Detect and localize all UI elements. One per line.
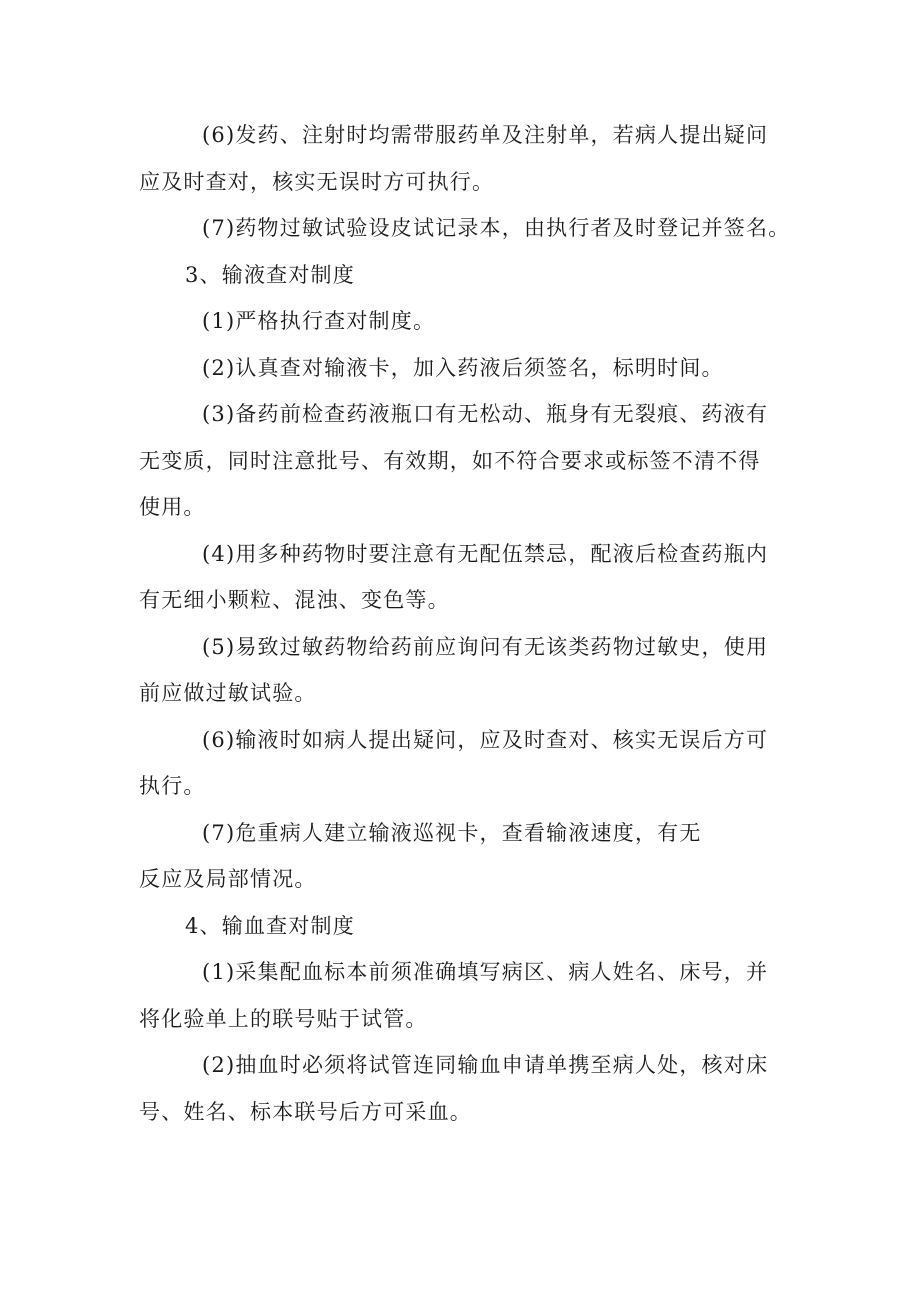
document-body <box>139 112 794 1135</box>
paragraph-allergy-test-record <box>139 205 794 252</box>
heading-text: 4、输血查对制度 <box>185 913 355 938</box>
text-line: (5)易致过敏药物给药前应询问有无该类药物过敏史，使用 <box>202 634 769 659</box>
text-line: (6)发药、注射时均需带服药单及注射单，若病人提出疑问 <box>202 123 769 147</box>
text-line: 将化验单上的联号贴于试管。 <box>139 1006 428 1031</box>
text-line: 号、姓名、标本联号后方可采血。 <box>139 1099 472 1124</box>
paragraph-infusion-3 <box>139 391 794 531</box>
paragraph-dispensing-check <box>139 112 794 205</box>
paragraph-infusion-4 <box>139 531 794 624</box>
text-line: 前应做过敏试验。 <box>139 681 317 705</box>
heading-text: 3、输液查对制度 <box>185 262 355 287</box>
paragraph-infusion-2 <box>139 345 794 392</box>
text-line: (3)备药前检查药液瓶口有无松动、瓶身有无裂痕、药液有 <box>202 402 769 426</box>
text-line: 应及时查对，核实无误时方可执行。 <box>139 169 495 194</box>
paragraph-infusion-7 <box>139 810 794 903</box>
text-line: (6)输液时如病人提出疑问，应及时查对、核实无误后方可 <box>202 727 769 752</box>
section-heading-transfusion-check <box>139 903 794 950</box>
text-line: 使用。 <box>139 495 206 519</box>
text-line: 执行。 <box>139 774 206 798</box>
text-line: (1)严格执行查对制度。 <box>202 309 436 333</box>
paragraph-transfusion-1 <box>139 949 794 1042</box>
text-line: (1)采集配血标本前须准确填写病区、病人姓名、床号，并 <box>202 960 769 984</box>
paragraph-infusion-6 <box>139 717 794 810</box>
paragraph-infusion-5 <box>139 624 794 717</box>
text-line: (2)抽血时必须将试管连同输血申请单携至病人处，核对床 <box>202 1053 769 1077</box>
text-line: 有无细小颗粒、混浊、变色等。 <box>139 588 450 612</box>
text-line: 反应及局部情况。 <box>139 867 317 891</box>
text-line: (7)药物过敏试验设皮试记录本，由执行者及时登记并签名。 <box>202 216 791 240</box>
text-line: (2)认真查对输液卡，加入药液后须签名，标明时间。 <box>202 355 724 380</box>
section-heading-infusion-check <box>139 252 794 299</box>
text-line: (4)用多种药物时要注意有无配伍禁忌，配液后检查药瓶内 <box>202 541 769 566</box>
text-line: (7)危重病人建立输液巡视卡，查看输液速度，有无 <box>202 820 702 845</box>
paragraph-transfusion-2 <box>139 1042 794 1135</box>
text-line: 无变质，同时注意批号、有效期，如不符合要求或标签不清不得 <box>139 448 761 473</box>
paragraph-infusion-1 <box>139 298 794 345</box>
